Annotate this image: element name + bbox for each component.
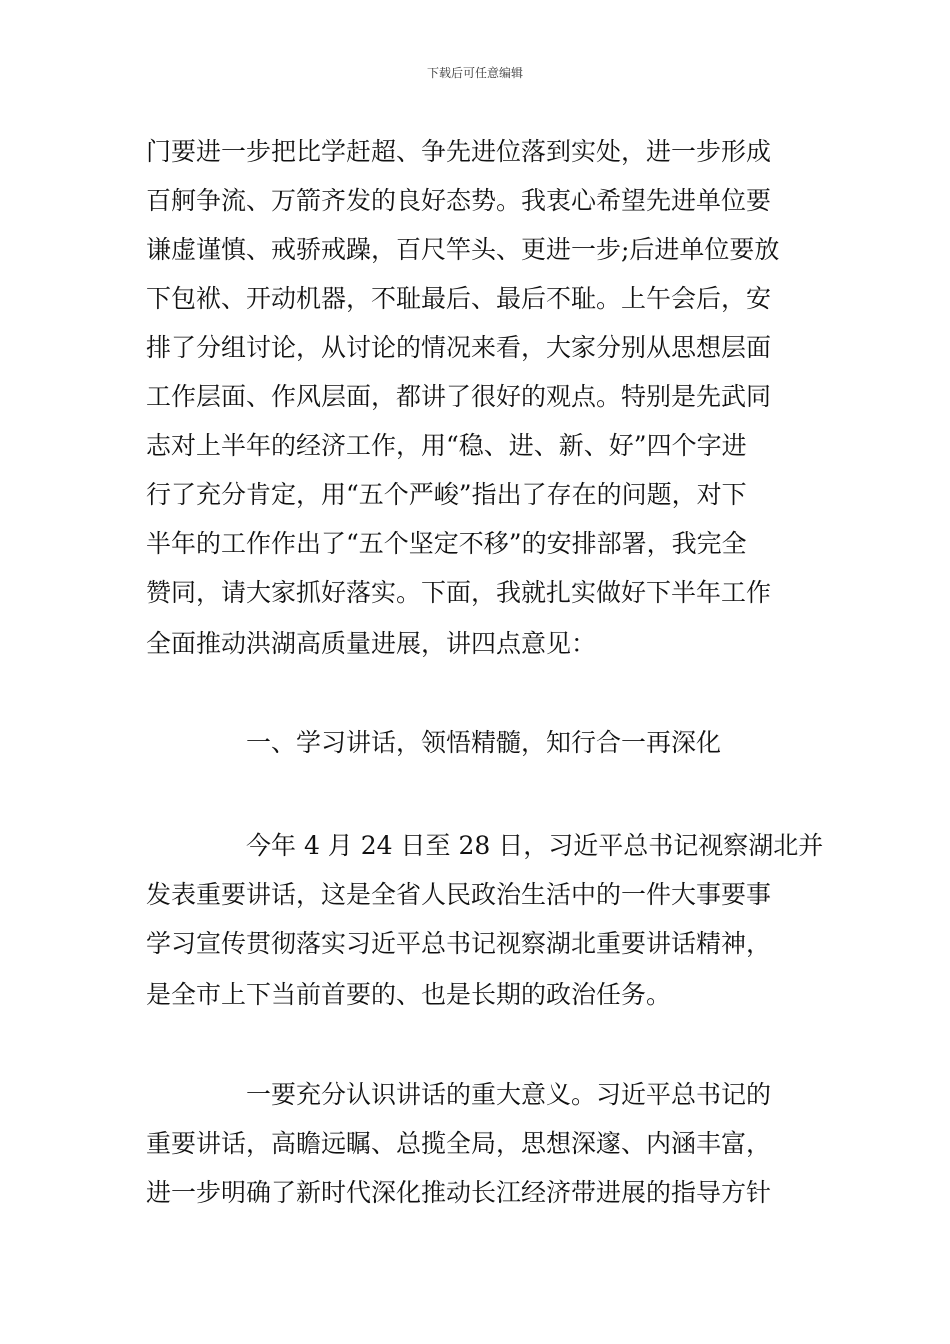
- text-line: 志对上半年的经济工作，用“稳、进、新、好”四个字进: [146, 431, 747, 460]
- text-line: 全面推动洪湖高质量进展，讲四点意见：: [146, 629, 597, 658]
- text-line: 是全市上下当前首要的、也是长期的政治任务。: [146, 980, 672, 1009]
- text-line: 今年 4 月 24 日至 28 日，习近平总书记视察湖北并: [246, 831, 824, 860]
- text-line: 学习宣传贯彻落实习近平总书记视察湖北重要讲话精神，: [146, 929, 772, 958]
- text-line: 一要充分认识讲话的重大意义。习近平总书记的: [246, 1080, 772, 1109]
- text-line: 进一步明确了新时代深化推动长江经济带进展的指导方针: [146, 1178, 772, 1207]
- text-line: 谦虚谨慎、戒骄戒躁，百尺竿头、更进一步;后进单位要放: [146, 235, 780, 264]
- text-line: 排了分组讨论，从讨论的情况来看，大家分别从思想层面: [146, 333, 772, 362]
- text-line: 百舸争流、万箭齐发的良好态势。我衷心希望先进单位要: [146, 186, 772, 215]
- text-line: 重要讲话，高瞻远瞩、总揽全局，思想深邃、内涵丰富，: [146, 1129, 772, 1158]
- text-line: 门要进一步把比学赶超、争先进位落到实处，进一步形成: [146, 137, 772, 166]
- page-header-note: 下载后可任意编辑: [426, 66, 523, 80]
- text-line: 行了充分肯定，用“五个严峻”指出了存在的问题，对下: [146, 480, 747, 509]
- section-heading: 一、学习讲话，领悟精髓，知行合一再深化: [246, 728, 722, 757]
- text-line: 发表重要讲话，这是全省人民政治生活中的一件大事要事: [146, 880, 772, 909]
- text-line: 半年的工作作出了“五个坚定不移”的安排部署，我完全: [146, 529, 747, 558]
- text-line: 赞同，请大家抓好落实。下面，我就扎实做好下半年工作: [146, 578, 772, 607]
- text-line: 下包袱、开动机器，不耻最后、最后不耻。上午会后，安: [146, 284, 772, 313]
- text-line: 工作层面、作风层面，都讲了很好的观点。特别是先武同: [146, 382, 772, 411]
